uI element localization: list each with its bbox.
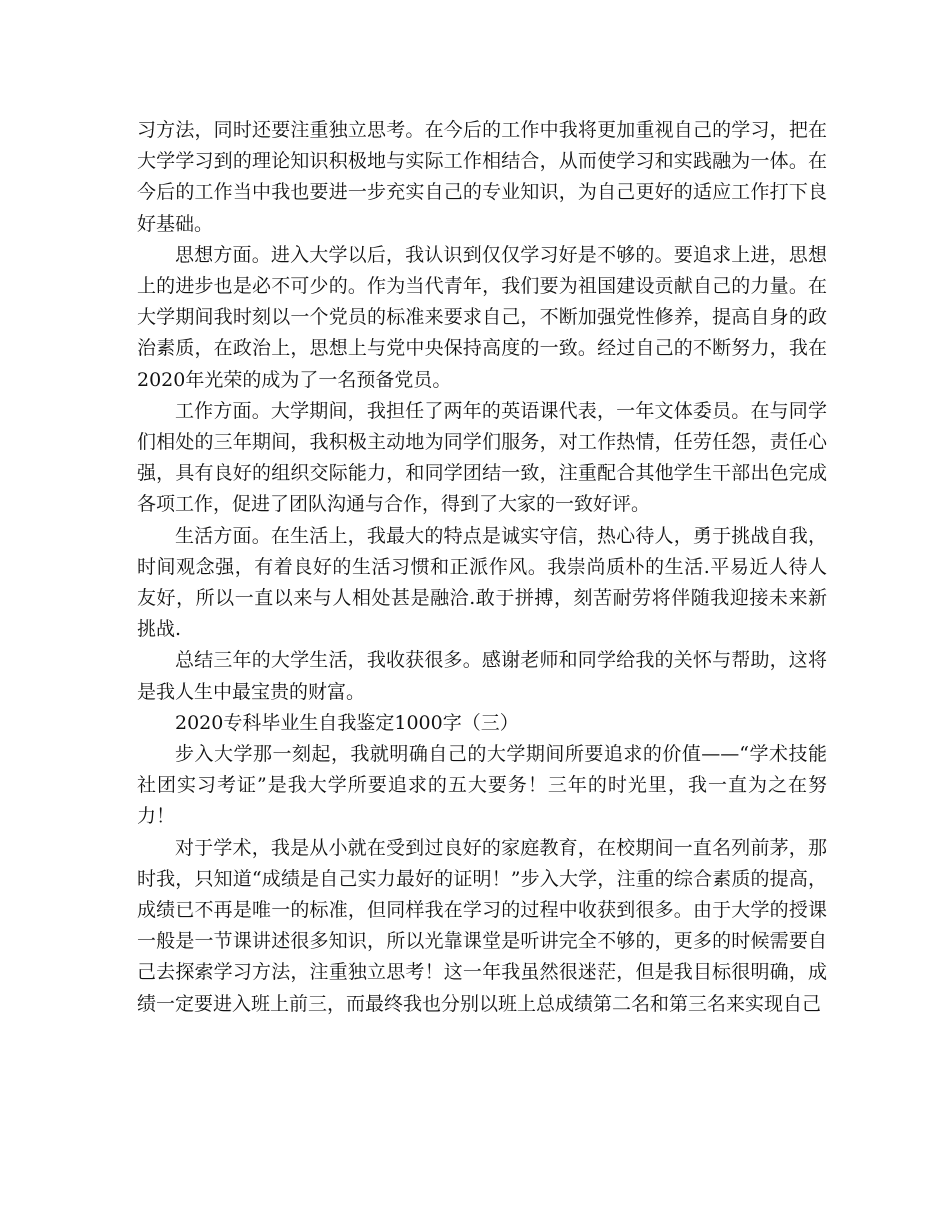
paragraph-2: 思想方面。进入大学以后，我认识到仅仅学习好是不够的。要追求上进，思想上的进步也是必不可少的。作为当代青年，我们要为祖国建设贡献自己的力量。在大学期间我时刻以一个党员的标准来要求自己，不断加强党性修养，提高自身的政治素质，在政治上，思想上与党中央保持高度的一致。经过自己的不断努力，我在2020年光荣的成为了一名预备党员。 <box>137 243 827 391</box>
paragraph-6: 步入大学那一刻起，我就明确自己的大学期间所要追求的价值——“学术技能社团实习考证”是我大学所要追求的五大要务！三年的时光里，我一直为之在努力！ <box>137 743 827 828</box>
section-heading: 2020专科毕业生自我鉴定1000字（三） <box>175 711 519 734</box>
paragraph-3: 工作方面。大学期间，我担任了两年的英语课代表，一年文体委员。在与同学们相处的三年期间，我积极主动地为同学们服务，对工作热情，任劳任怨，责任心强，具有良好的组织交际能力，和同学团结一致，注重配合其他学生干部出色完成各项工作，促进了团队沟通与合作，得到了大家的一致好评。 <box>137 399 827 516</box>
paragraph-1: 习方法，同时还要注重独立思考。在今后的工作中我将更加重视自己的学习，把在大学学习到的理论知识积极地与实际工作相结合，从而使学习和实践融为一体。在今后的工作当中我也要进一步充实自己的专业知识，为自己更好的适应工作打下良好基础。 <box>137 119 827 235</box>
paragraph-5: 总结三年的大学生活，我收获很多。感谢老师和同学给我的关怀与帮助，这将是我人生中最宝贵的财富。 <box>137 649 827 703</box>
document-body <box>137 115 827 1020</box>
paragraph-7: 对于学术，我是从小就在受到过良好的家庭教育，在校期间一直名列前茅，那时我，只知道“成绩是自己实力最好的证明！”步入大学，注重的综合素质的提高，成绩已不再是唯一的标准，但同样我在学习的过程中收获到很多。由于大学的授课一般是一节课讲述很多知识，所以光靠课堂是听讲完全不够的，更多的时候需要自己去探索学习方法，注重独立思考！这一年我虽然很迷茫，但是我目标很明确，成绩一定要进入班上前三，而最终我也分别以班上总成绩第二名和第三名来实现自己 <box>137 836 827 1015</box>
paragraph-4: 生活方面。在生活上，我最大的特点是诚实守信，热心待人，勇于挑战自我，时间观念强，有着良好的生活习惯和正派作风。我崇尚质朴的生活.平易近人待人友好，所以一直以来与人相处甚是融洽.敢于拼搏，刻苦耐劳将伴随我迎接未来新挑战. <box>137 524 827 641</box>
